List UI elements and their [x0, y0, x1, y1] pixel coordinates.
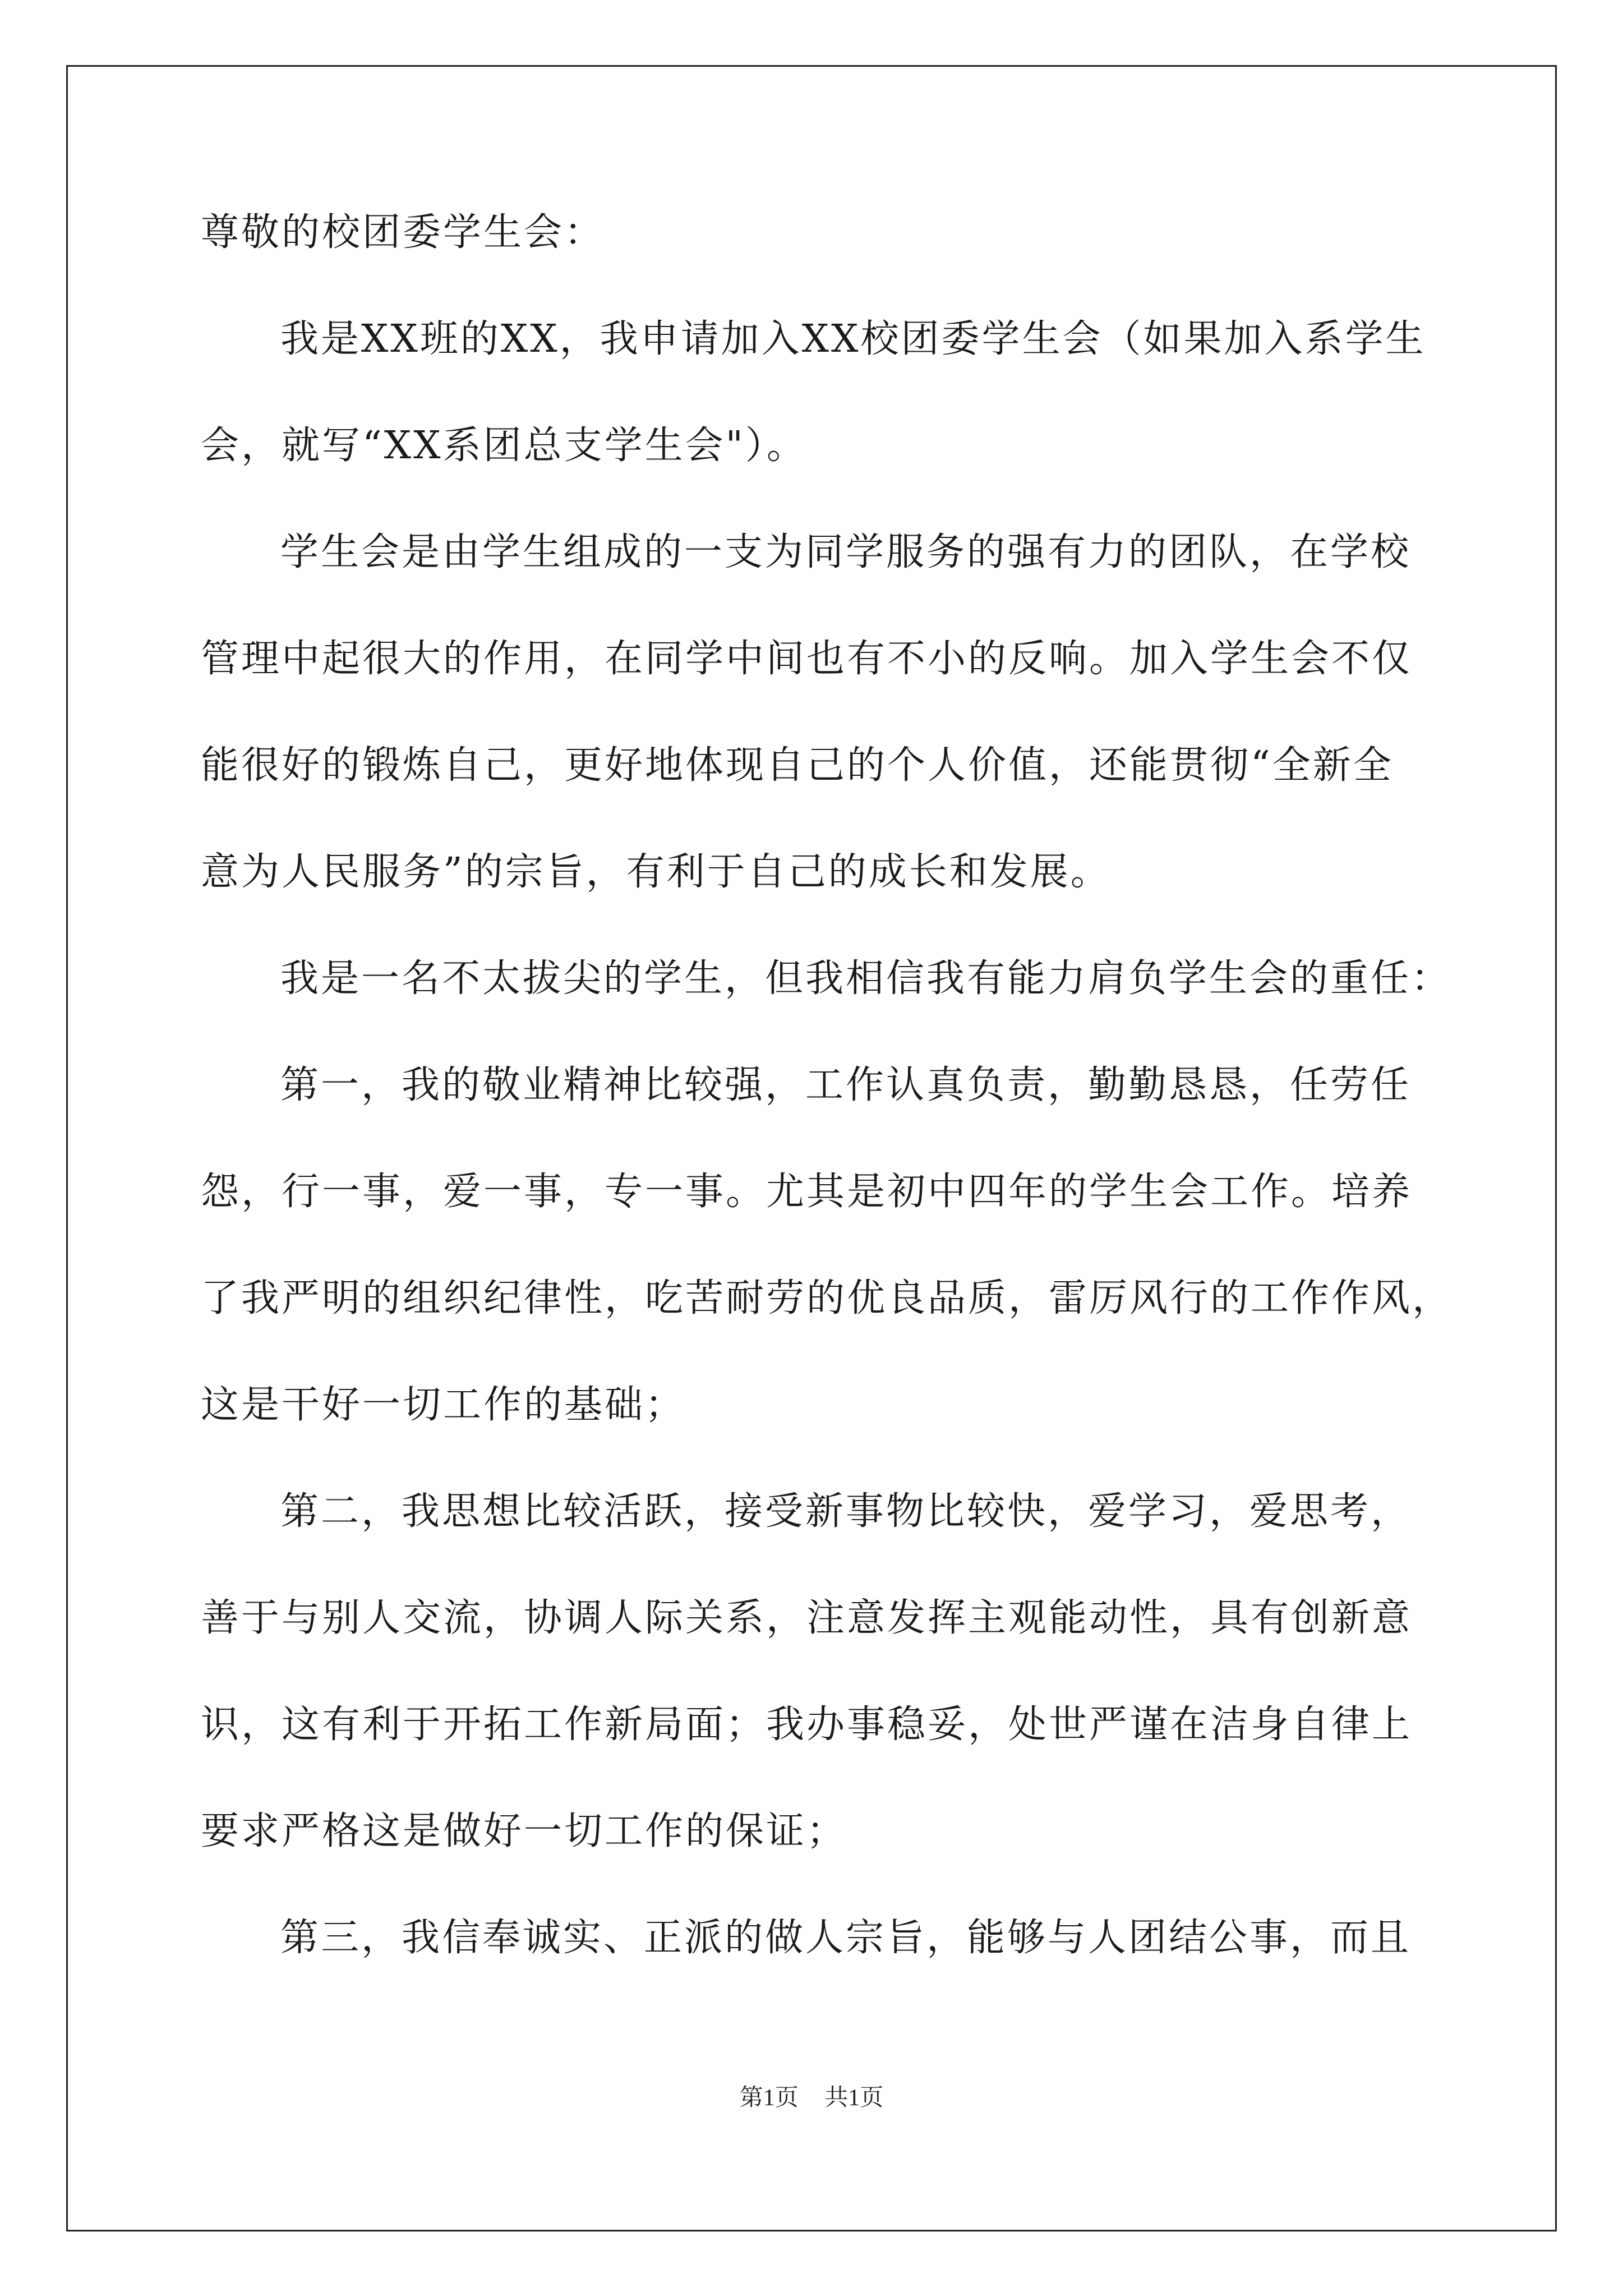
paragraph-5-line-2: 善于与别人交流，协调人际关系，注意发挥主观能动性，具有创新意 — [201, 1596, 1413, 1640]
paragraph-2-line-2: 管理中起很大的作用，在同学中间也有不小的反响。加入学生会不仅 — [201, 637, 1413, 681]
page-border — [66, 65, 1557, 2231]
paragraph-4-line-1: 第一，我的敬业精神比较强，工作认真负责，勤勤恳恳，任劳任 — [280, 1063, 1412, 1107]
paragraph-1-line-2: 会，就写“XX系团总支学生会"）。 — [201, 424, 807, 468]
page-number: 第1页 — [739, 2085, 799, 2111]
paragraph-4-line-2: 怨，行一事，爱一事，专一事。尤其是初中四年的学生会工作。培养 — [201, 1170, 1413, 1214]
paragraph-5-line-1: 第二，我思想比较活跃，接受新事物比较快，爱学习，爱思考， — [280, 1489, 1412, 1534]
paragraph-5-line-3: 识，这有利于开拓工作新局面；我办事稳妥，处世严谨在洁身自律上 — [201, 1703, 1413, 1747]
paragraph-4-line-4: 这是干好一切工作的基础； — [201, 1383, 686, 1427]
paragraph-3-line-1: 我是一名不太拔尖的学生，但我相信我有能力肩负学生会的重任： — [280, 956, 1452, 1001]
page-total: 共1页 — [824, 2085, 884, 2111]
paragraph-5-line-4: 要求严格这是做好一切工作的保证； — [201, 1809, 847, 1853]
paragraph-2-line-1: 学生会是由学生组成的一支为同学服务的强有力的团队，在学校 — [280, 530, 1412, 574]
paragraph-1-line-1: 我是XX班的XX，我申请加入XX校团委学生会（如果加入系学生 — [280, 317, 1426, 361]
paragraph-6-line-1: 第三，我信奉诚实、正派的做人宗旨，能够与人团结公事，而且 — [280, 1916, 1412, 1960]
paragraph-2-line-3: 能很好的锻炼自己，更好地体现自己的个人价值，还能贯彻“全新全 — [201, 743, 1394, 788]
page-footer — [0, 2081, 1623, 2115]
paragraph-2-line-4: 意为人民服务”的宗旨，有利于自己的成长和发展。 — [201, 850, 1111, 894]
salutation: 尊敬的校团委学生会： — [201, 210, 605, 255]
paragraph-4-line-3: 了我严明的组织纪律性，吃苦耐劳的优良品质，雷厉风行的工作作风， — [201, 1276, 1453, 1320]
